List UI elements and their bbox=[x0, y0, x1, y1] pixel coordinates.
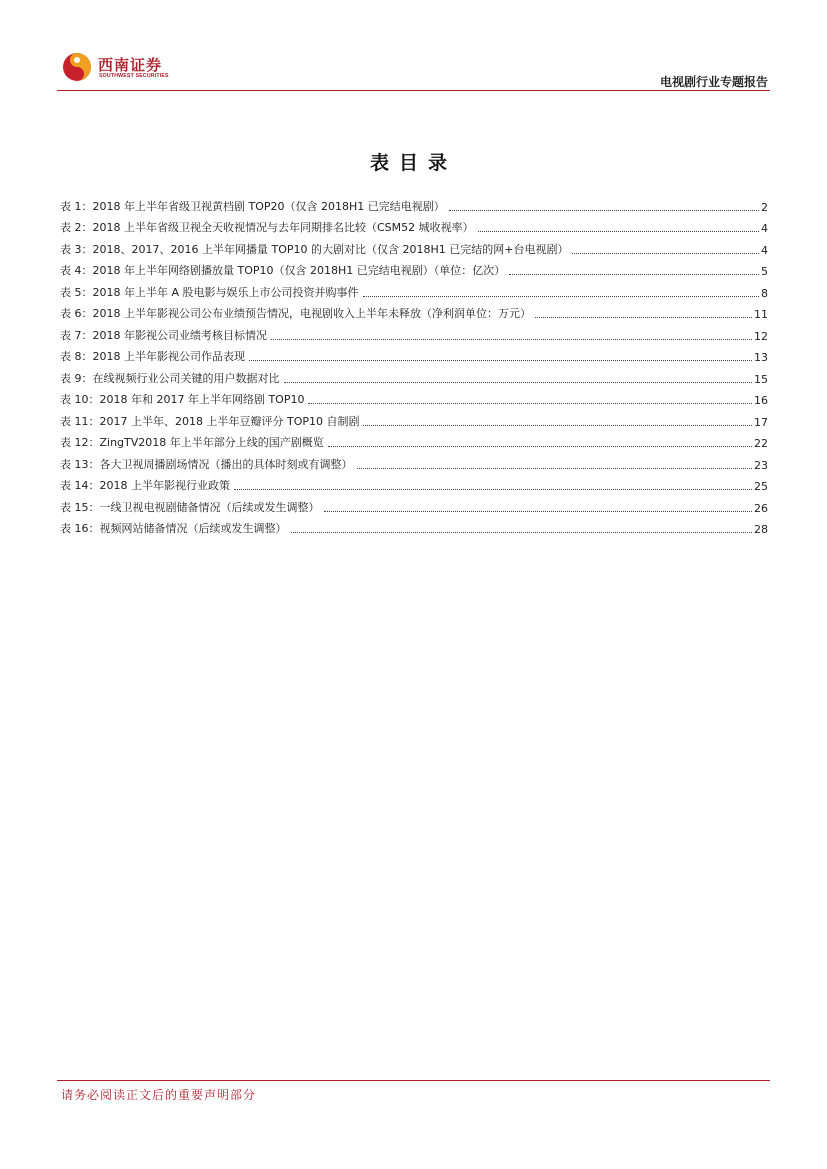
toc-entry[interactable] bbox=[60, 407, 768, 429]
toc-entry-page: 2 bbox=[761, 200, 768, 214]
toc-entry[interactable] bbox=[60, 343, 768, 365]
toc-entry-label: 表 3：2018、2017、2016 上半年网播量 TOP10 的大剧对比（仅含 2018H1 已完结的网+台电视剧） bbox=[60, 242, 569, 256]
toc-dot-leader bbox=[324, 511, 753, 512]
toc-entry-page: 5 bbox=[761, 265, 768, 278]
toc-entry[interactable] bbox=[60, 515, 768, 537]
toc-entry[interactable] bbox=[60, 429, 768, 451]
toc-entry-page: 15 bbox=[754, 372, 768, 386]
toc-entry-label: 表 13：各大卫视周播剧场情况（播出的具体时刻或有调整） bbox=[60, 457, 353, 471]
toc-entry-page: 13 bbox=[754, 351, 768, 364]
toc-dot-leader bbox=[271, 339, 752, 340]
toc-entry-label: 表 10：2018 年和 2017 年上半年网络剧 TOP10 bbox=[60, 393, 305, 406]
toc-entry[interactable] bbox=[60, 493, 768, 515]
toc-entry-page: 4 bbox=[761, 222, 768, 235]
toc-entry-label: 表 15：一线卫视电视剧储备情况（后续或发生调整） bbox=[60, 500, 320, 514]
toc-entry-label: 表 12：ZingTV2018 年上半年部分上线的国产剧概览 bbox=[60, 436, 324, 449]
toc-dot-leader bbox=[363, 296, 759, 297]
toc-entry-label: 表 1：2018 年上半年省级卫视黄档剧 TOP20（仅含 2018H1 已完结电视剧） bbox=[60, 199, 445, 213]
toc-dot-leader bbox=[572, 253, 759, 254]
footer-disclaimer: 请务必阅读正文后的重要声明部分 bbox=[61, 1088, 257, 1102]
toc-entry[interactable] bbox=[60, 364, 768, 386]
toc-dot-leader bbox=[249, 360, 752, 361]
page-heading: 表目录 bbox=[369, 152, 457, 174]
toc-entry[interactable] bbox=[60, 278, 768, 300]
toc-dot-leader bbox=[478, 231, 759, 232]
toc-entry-page: 11 bbox=[754, 308, 768, 321]
toc-entry-page: 8 bbox=[761, 286, 768, 300]
toc-dot-leader bbox=[363, 425, 752, 426]
toc-dot-leader bbox=[535, 317, 752, 318]
report-title: 电视剧行业专题报告 bbox=[659, 75, 768, 89]
toc-dot-leader bbox=[291, 532, 753, 533]
toc-entry[interactable] bbox=[60, 321, 768, 343]
toc-entry-label: 表 14：2018 上半年影视行业政策 bbox=[60, 479, 230, 492]
toc-entry[interactable] bbox=[60, 214, 768, 236]
toc-entry-page: 12 bbox=[754, 329, 768, 343]
header-divider bbox=[57, 90, 770, 91]
toc-entry-page: 23 bbox=[754, 458, 768, 472]
toc-entry-page: 26 bbox=[754, 501, 768, 515]
toc-entry-label: 表 4：2018 年上半年网络剧播放量 TOP10（仅含 2018H1 已完结电视剧）（单位：亿次） bbox=[60, 264, 506, 277]
toc-dot-leader bbox=[509, 274, 759, 275]
toc-dot-leader bbox=[328, 446, 752, 447]
toc-entry-label: 表 11：2017 上半年、2018 上半年豆瓣评分 TOP10 自制剧 bbox=[60, 414, 360, 428]
toc-entry-page: 22 bbox=[754, 437, 768, 450]
toc-entry-label: 表 8：2018 上半年影视公司作品表现 bbox=[60, 350, 245, 363]
toc-entry-label: 表 2：2018 上半年省级卫视全天收视情况与去年同期排名比较（CSM52 城收视率） bbox=[60, 221, 474, 234]
toc-dot-leader bbox=[308, 403, 752, 404]
toc-dot-leader bbox=[357, 468, 753, 469]
toc-entry[interactable] bbox=[60, 192, 768, 214]
table-of-tables bbox=[60, 192, 768, 536]
logo-emblem-icon bbox=[62, 52, 92, 82]
toc-entry[interactable] bbox=[60, 472, 768, 494]
toc-entry-label: 表 9：在线视频行业公司关键的用户数据对比 bbox=[60, 371, 280, 385]
toc-entry[interactable] bbox=[60, 386, 768, 408]
toc-entry-page: 28 bbox=[754, 523, 768, 536]
logo-chinese-name: 西南证券 bbox=[98, 56, 163, 74]
page-header bbox=[0, 0, 827, 95]
toc-entry-page: 4 bbox=[761, 243, 768, 257]
toc-entry-label: 表 6：2018 上半年影视公司公布业绩预告情况，电视剧收入上半年未释放（净利润单位：万元） bbox=[60, 307, 531, 320]
toc-entry[interactable] bbox=[60, 257, 768, 279]
footer-divider bbox=[57, 1080, 770, 1081]
toc-entry-label: 表 16：视频网站储备情况（后续或发生调整） bbox=[60, 522, 287, 535]
toc-dot-leader bbox=[284, 382, 753, 383]
company-logo bbox=[62, 52, 182, 86]
toc-dot-leader bbox=[449, 210, 759, 211]
toc-entry[interactable] bbox=[60, 450, 768, 472]
toc-entry-label: 表 5：2018 年上半年 A 股电影与娱乐上市公司投资并购事件 bbox=[60, 285, 359, 299]
toc-entry[interactable] bbox=[60, 300, 768, 322]
toc-entry[interactable] bbox=[60, 235, 768, 257]
toc-entry-page: 17 bbox=[754, 415, 768, 429]
toc-entry-page: 25 bbox=[754, 480, 768, 493]
toc-dot-leader bbox=[234, 489, 752, 490]
toc-entry-page: 16 bbox=[754, 394, 768, 407]
toc-entry-label: 表 7：2018 年影视公司业绩考核目标情况 bbox=[60, 328, 267, 342]
logo-english-name: SOUTHWEST SECURITIES bbox=[99, 73, 169, 79]
